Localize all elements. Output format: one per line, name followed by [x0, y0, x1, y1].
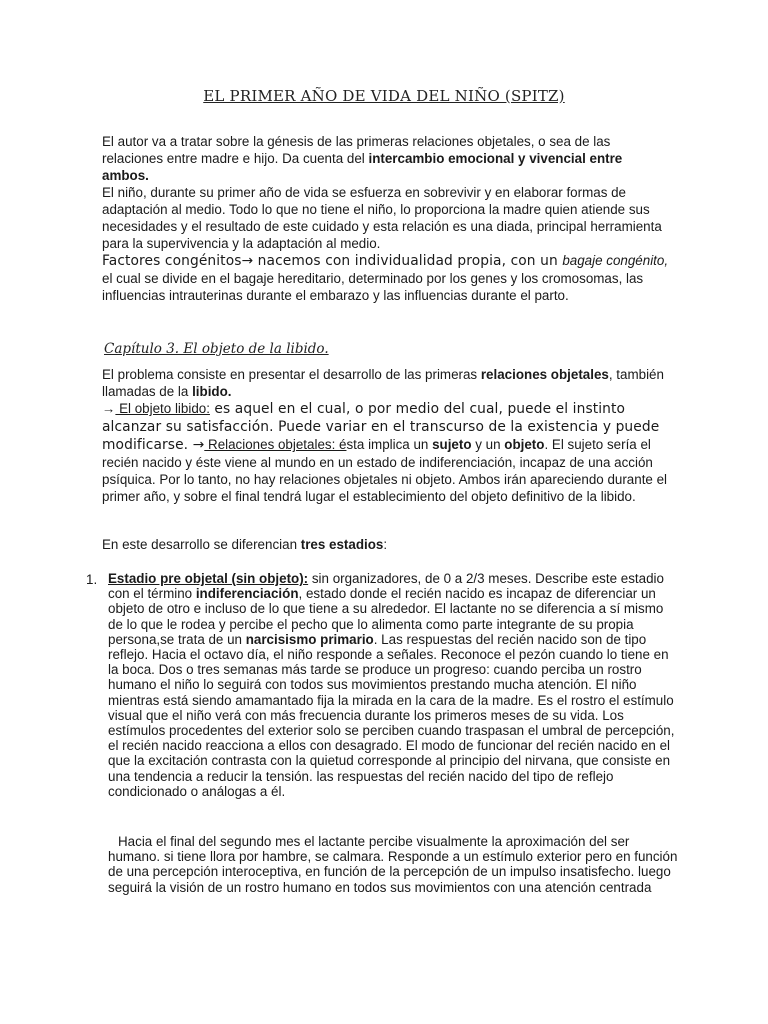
stage-1-text-b: , estado donde el recién nacido es incapaz de diferenciar un objeto de otro e incluso de lo que tiene a su alrededor. El lactante no se diferencia a sí mismo de lo que le rodea y percibe el pecho que lo alimenta como parte integrante de su propia persona,se trata de un	[108, 586, 664, 647]
relations-text-a: sta implica un	[346, 437, 433, 452]
stage-1-followup-text: Hacia el final del segundo mes el lactante percibe visualmente la aproximación del ser humano. si tiene llora por hambre, se calmara. Responde a un estímulo exterior pero en función de una percepción interoceptiva, en función de la percepción de un impulso insatisfecho. luego seguirá la visión de un rostro humano en todos sus movimientos con una atención centrada	[108, 834, 678, 895]
arrow-icon: →	[102, 401, 116, 416]
list-number: 1.	[86, 572, 98, 587]
relations-text-c: . El sujeto sería el recién nacido y éste viene al mundo en un estado de indiferenciación, incapaz de una acción psíquica. Por lo tanto, no hay relaciones objetales ni objeto. Ambos irán apareciendo durante el primer año, y sobre el final tendrá lugar el establecimiento del objeto definitivo de la libido.	[102, 437, 668, 504]
relations-label: Relaciones objetales: é	[204, 437, 347, 452]
intro-paragraph-3	[102, 252, 672, 304]
chapter-paragraph-1	[102, 366, 672, 400]
relations-bold-object: objeto	[504, 437, 545, 452]
relations-bold-subject: sujeto	[432, 437, 472, 452]
chapter-section	[102, 366, 672, 505]
stage-1-followup	[108, 834, 678, 895]
stages-paragraph	[102, 536, 672, 553]
stage-1-heading: Estadio pre objetal (sin objeto):	[108, 571, 309, 586]
stage-1-bold-narcisismo: narcisismo primario	[245, 631, 374, 647]
chapter-p1-text-b: , también llamadas de la	[102, 367, 664, 399]
intro-p3-text-b: el cual se divide en el bagaje hereditario, determinado por los genes y los cromosomas, las influencias intrauterinas durante el embarazo y las influencias durante el parto.	[102, 271, 644, 303]
intro-section	[102, 133, 672, 304]
chapter-paragraph-2	[102, 400, 672, 505]
document-title: EL PRIMER AÑO DE VIDA DEL NIÑO (SPITZ)	[203, 87, 565, 105]
intro-p3-text: Factores congénitos→ nacemos con individualidad propia, con un	[102, 253, 563, 269]
stages-bold: tres estadios	[300, 537, 384, 552]
libido-label: El objeto libido:	[115, 401, 210, 416]
stage-1-text-a: sin organizadores, de 0 a 2/3 meses. Describe este estadio con el término	[108, 571, 664, 602]
intro-p1-bold: intercambio emocional y vivencial entre ambos.	[102, 151, 623, 183]
stage-1-text-c: . Las respuestas del recién nacido son de tipo reflejo. Hacia el octavo día, el niño responde a señales. Reconoce el pezón cuando lo tiene en la boca. Dos o tres semanas más tarde se produce un progreso: cuando perciba un rostro humano el niño lo seguirá con todos sus movimientos prestando mucha atención. El niño mientras está siendo amamantado fija la mirada en la cara de la madre. Es el rostro el estímulo visual que el niño verá con más frecuencia durante los primeros meses de su vida. Los estímulos procedentes del exterior solo se perciben cuando traspasan el umbral de percepción, el recién nacido reacciona a ellos con desagrado. El modo de funcionar del recién nacido en el que la excitación contrasta con la quietud corresponde al principio del nirvana, que consiste en una tendencia a reducir la tensión. las respuestas del recién nacido del tipo de reflejo condicionado o análogas a él.	[108, 631, 675, 799]
relations-text-b: y un	[471, 437, 505, 452]
intro-p3-italic: bagaje congénito,	[562, 253, 669, 268]
stage-1-bold-indiferenciacion: indiferenciación	[195, 586, 299, 602]
stages-colon: :	[383, 537, 388, 552]
chapter-p1-bold-2: libido.	[192, 384, 232, 399]
stages-intro	[102, 536, 672, 553]
intro-paragraph-1	[102, 133, 672, 184]
stages-text: En este desarrollo se diferencian	[102, 537, 301, 552]
intro-paragraph-2: El niño, durante su primer año de vida se esfuerza en sobrevivir y en elaborar formas de adaptación al medio. Todo lo que no tiene el niño, lo proporciona la madre quien atiende sus necesidades y el resultado de este cuidado y esta relación es una diada, principal herramienta para la supervivencia y la adaptación al medio.	[102, 185, 662, 251]
chapter-p1-text: El problema consiste en presentar el desarrollo de las primeras	[102, 367, 481, 382]
chapter-p1-bold-1: relaciones objetales	[480, 367, 609, 382]
intro-p1-text: El autor va a tratar sobre la génesis de las primeras relaciones objetales, o sea de las relaciones entre madre e hijo. Da cuenta del	[102, 134, 611, 166]
list-item-1	[108, 571, 678, 799]
chapter-heading: Capítulo 3. El objeto de la libido.	[104, 341, 329, 357]
libido-definition: es aquel en el cual, o por medio del cual, puede el instinto alcanzar su satisfacción. Puede variar en el transcurso de la existencia y puede modificarse. →	[102, 401, 660, 453]
